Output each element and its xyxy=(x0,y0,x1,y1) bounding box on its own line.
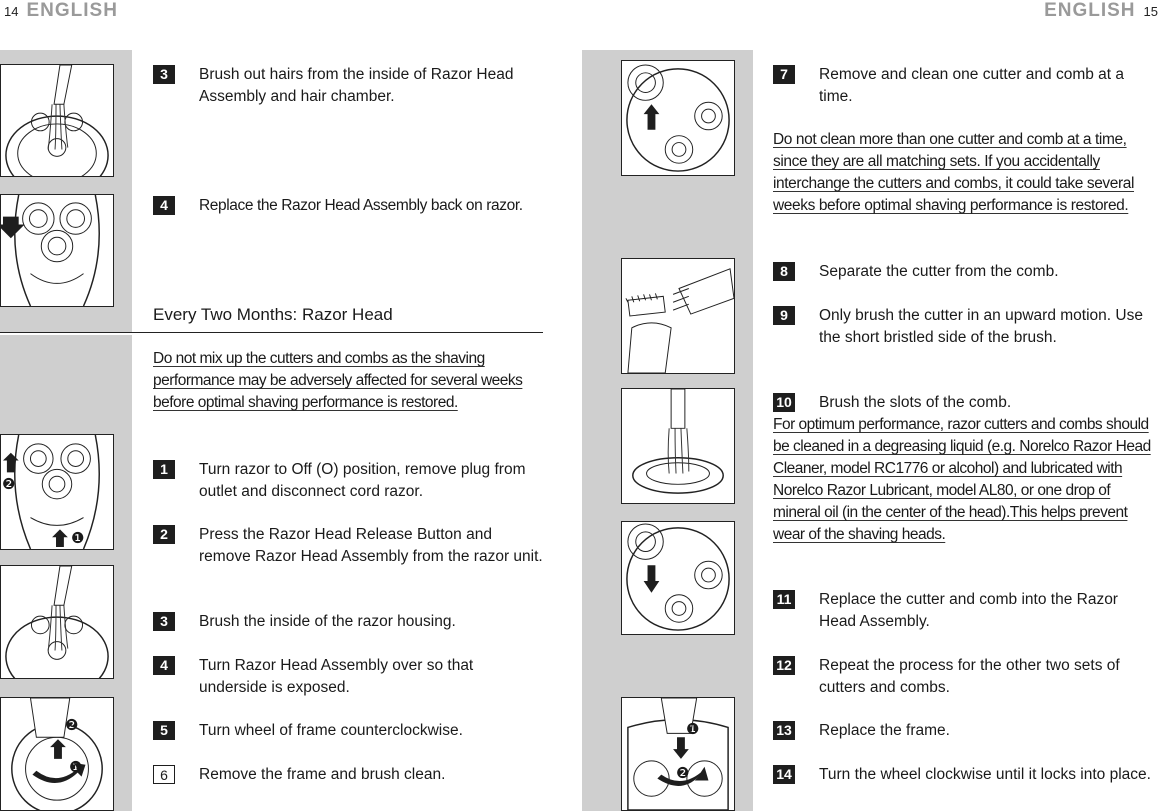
step-text: Repeat the process for the other two sets of cutters and combs. xyxy=(819,657,1120,696)
cleaning-note-text: For optimum performance, razor cutters and combs should be cleaned in a degreasing liquid (e.g. Norelco Razor Head Cleaner, model RC1776 or alcohol) and lubricated with Norelco Razor Lubricant, model AL80, or one drop of mineral oil (in the center of the head).This helps prevent wear of the shaving heads. xyxy=(773,416,1151,543)
illustration-replace-cutter xyxy=(621,521,735,635)
cutter-note xyxy=(773,129,1158,217)
step-number-badge: 8 xyxy=(773,262,795,281)
step-text: Replace the Razor Head Assembly back on razor. xyxy=(199,197,523,214)
step-text: Turn wheel of frame counterclockwise. xyxy=(199,722,463,739)
step-4-turn-over xyxy=(153,655,548,696)
step-text: Remove the frame and brush clean. xyxy=(199,766,446,783)
step-12-repeat xyxy=(773,655,1158,696)
step-10-brush-comb xyxy=(773,392,1158,412)
callout-two-icon: ❷ xyxy=(65,717,79,734)
step-text: Turn razor to Off (O) position, remove plug from outlet and disconnect cord razor. xyxy=(199,461,526,500)
step-text: Replace the frame. xyxy=(819,722,950,739)
section-title: Every Two Months: Razor Head xyxy=(153,305,393,324)
step-number-badge: 1 xyxy=(153,460,175,479)
step-11-replace-cutter xyxy=(773,589,1158,630)
illustration-separate-cutter xyxy=(621,258,735,374)
callout-one-icon: ❶ xyxy=(69,759,83,776)
step-4-replace-head xyxy=(153,195,553,215)
step-3-brush-housing xyxy=(153,611,548,631)
step-number-badge: 3 xyxy=(153,612,175,631)
step-14-lock-wheel xyxy=(773,764,1158,784)
step-5-turn-wheel xyxy=(153,720,548,740)
left-page-language: ENGLISH xyxy=(26,0,118,21)
right-page-language: ENGLISH xyxy=(1044,0,1136,21)
cleaning-note xyxy=(773,414,1161,546)
step-6-remove-frame xyxy=(153,764,548,784)
right-page-number: 15 xyxy=(1143,4,1158,19)
step-text: Brush out hairs from the inside of Razor Head Assembly and hair chamber. xyxy=(199,66,514,105)
step-text: Brush the slots of the comb. xyxy=(819,394,1012,411)
step-text: Brush the inside of the razor housing. xyxy=(199,613,456,630)
step-text: Only brush the cutter in an upward motion. Use the short bristled side of the brush. xyxy=(819,307,1143,346)
step-number-badge: 4 xyxy=(153,656,175,675)
illustration-replace-head xyxy=(0,194,114,307)
step-number-badge: 10 xyxy=(773,393,795,412)
step-1-turn-off xyxy=(153,459,548,500)
illustration-lock-wheel xyxy=(621,697,735,811)
step-number-badge: 6 xyxy=(153,765,175,784)
step-text: Press the Razor Head Release Button and remove Razor Head Assembly from the razor unit. xyxy=(199,526,543,565)
step-number-badge: 11 xyxy=(773,590,795,609)
step-number-badge: 12 xyxy=(773,656,795,675)
illustration-brush-comb xyxy=(621,388,735,504)
illustration-release-button xyxy=(0,434,114,550)
illustration-remove-cutter xyxy=(621,60,735,176)
illustration-brush-housing xyxy=(0,565,114,679)
step-number-badge: 14 xyxy=(773,765,795,784)
step-8-separate xyxy=(773,261,1158,281)
step-number-badge: 9 xyxy=(773,306,795,325)
step-2-release-button xyxy=(153,524,548,565)
step-number-badge: 13 xyxy=(773,721,795,740)
step-3-brush-out xyxy=(153,64,553,105)
section-divider xyxy=(0,332,543,333)
warning-note xyxy=(153,348,543,414)
right-page-header xyxy=(1044,0,1158,22)
callout-one-icon: ❶ xyxy=(686,721,700,738)
step-text: Remove and clean one cutter and comb at a time. xyxy=(819,66,1125,105)
step-9-brush-cutter xyxy=(773,305,1158,346)
step-7-remove-cutter xyxy=(773,64,1158,105)
illustration-turn-wheel xyxy=(0,697,114,811)
step-number-badge: 5 xyxy=(153,721,175,740)
step-13-replace-frame xyxy=(773,720,1158,740)
step-number-badge: 7 xyxy=(773,65,795,84)
step-number-badge: 4 xyxy=(153,196,175,215)
step-number-badge: 2 xyxy=(153,525,175,544)
left-page-header xyxy=(4,0,118,22)
left-page-number: 14 xyxy=(4,4,19,19)
callout-one-icon: ❶ xyxy=(71,530,85,547)
warning-note-text: Do not mix up the cutters and combs as the shaving performance may be adversely affected for several weeks before optimal shaving performance is restored. xyxy=(153,350,523,411)
illustration-brush-head-chamber xyxy=(0,64,114,177)
step-text: Replace the cutter and comb into the Razor Head Assembly. xyxy=(819,591,1118,630)
callout-two-icon: ❷ xyxy=(2,476,16,493)
step-text: Separate the cutter from the comb. xyxy=(819,263,1059,280)
step-text: Turn Razor Head Assembly over so that underside is exposed. xyxy=(199,657,474,696)
cutter-note-text: Do not clean more than one cutter and comb at a time, since they are all matching sets. If you accidentally interchange the cutters and combs, it could take several weeks before optimal shaving performance is restored. xyxy=(773,131,1135,214)
step-text: Turn the wheel clockwise until it locks into place. xyxy=(819,766,1151,783)
step-number-badge: 3 xyxy=(153,65,175,84)
callout-two-icon: ❷ xyxy=(676,765,690,782)
